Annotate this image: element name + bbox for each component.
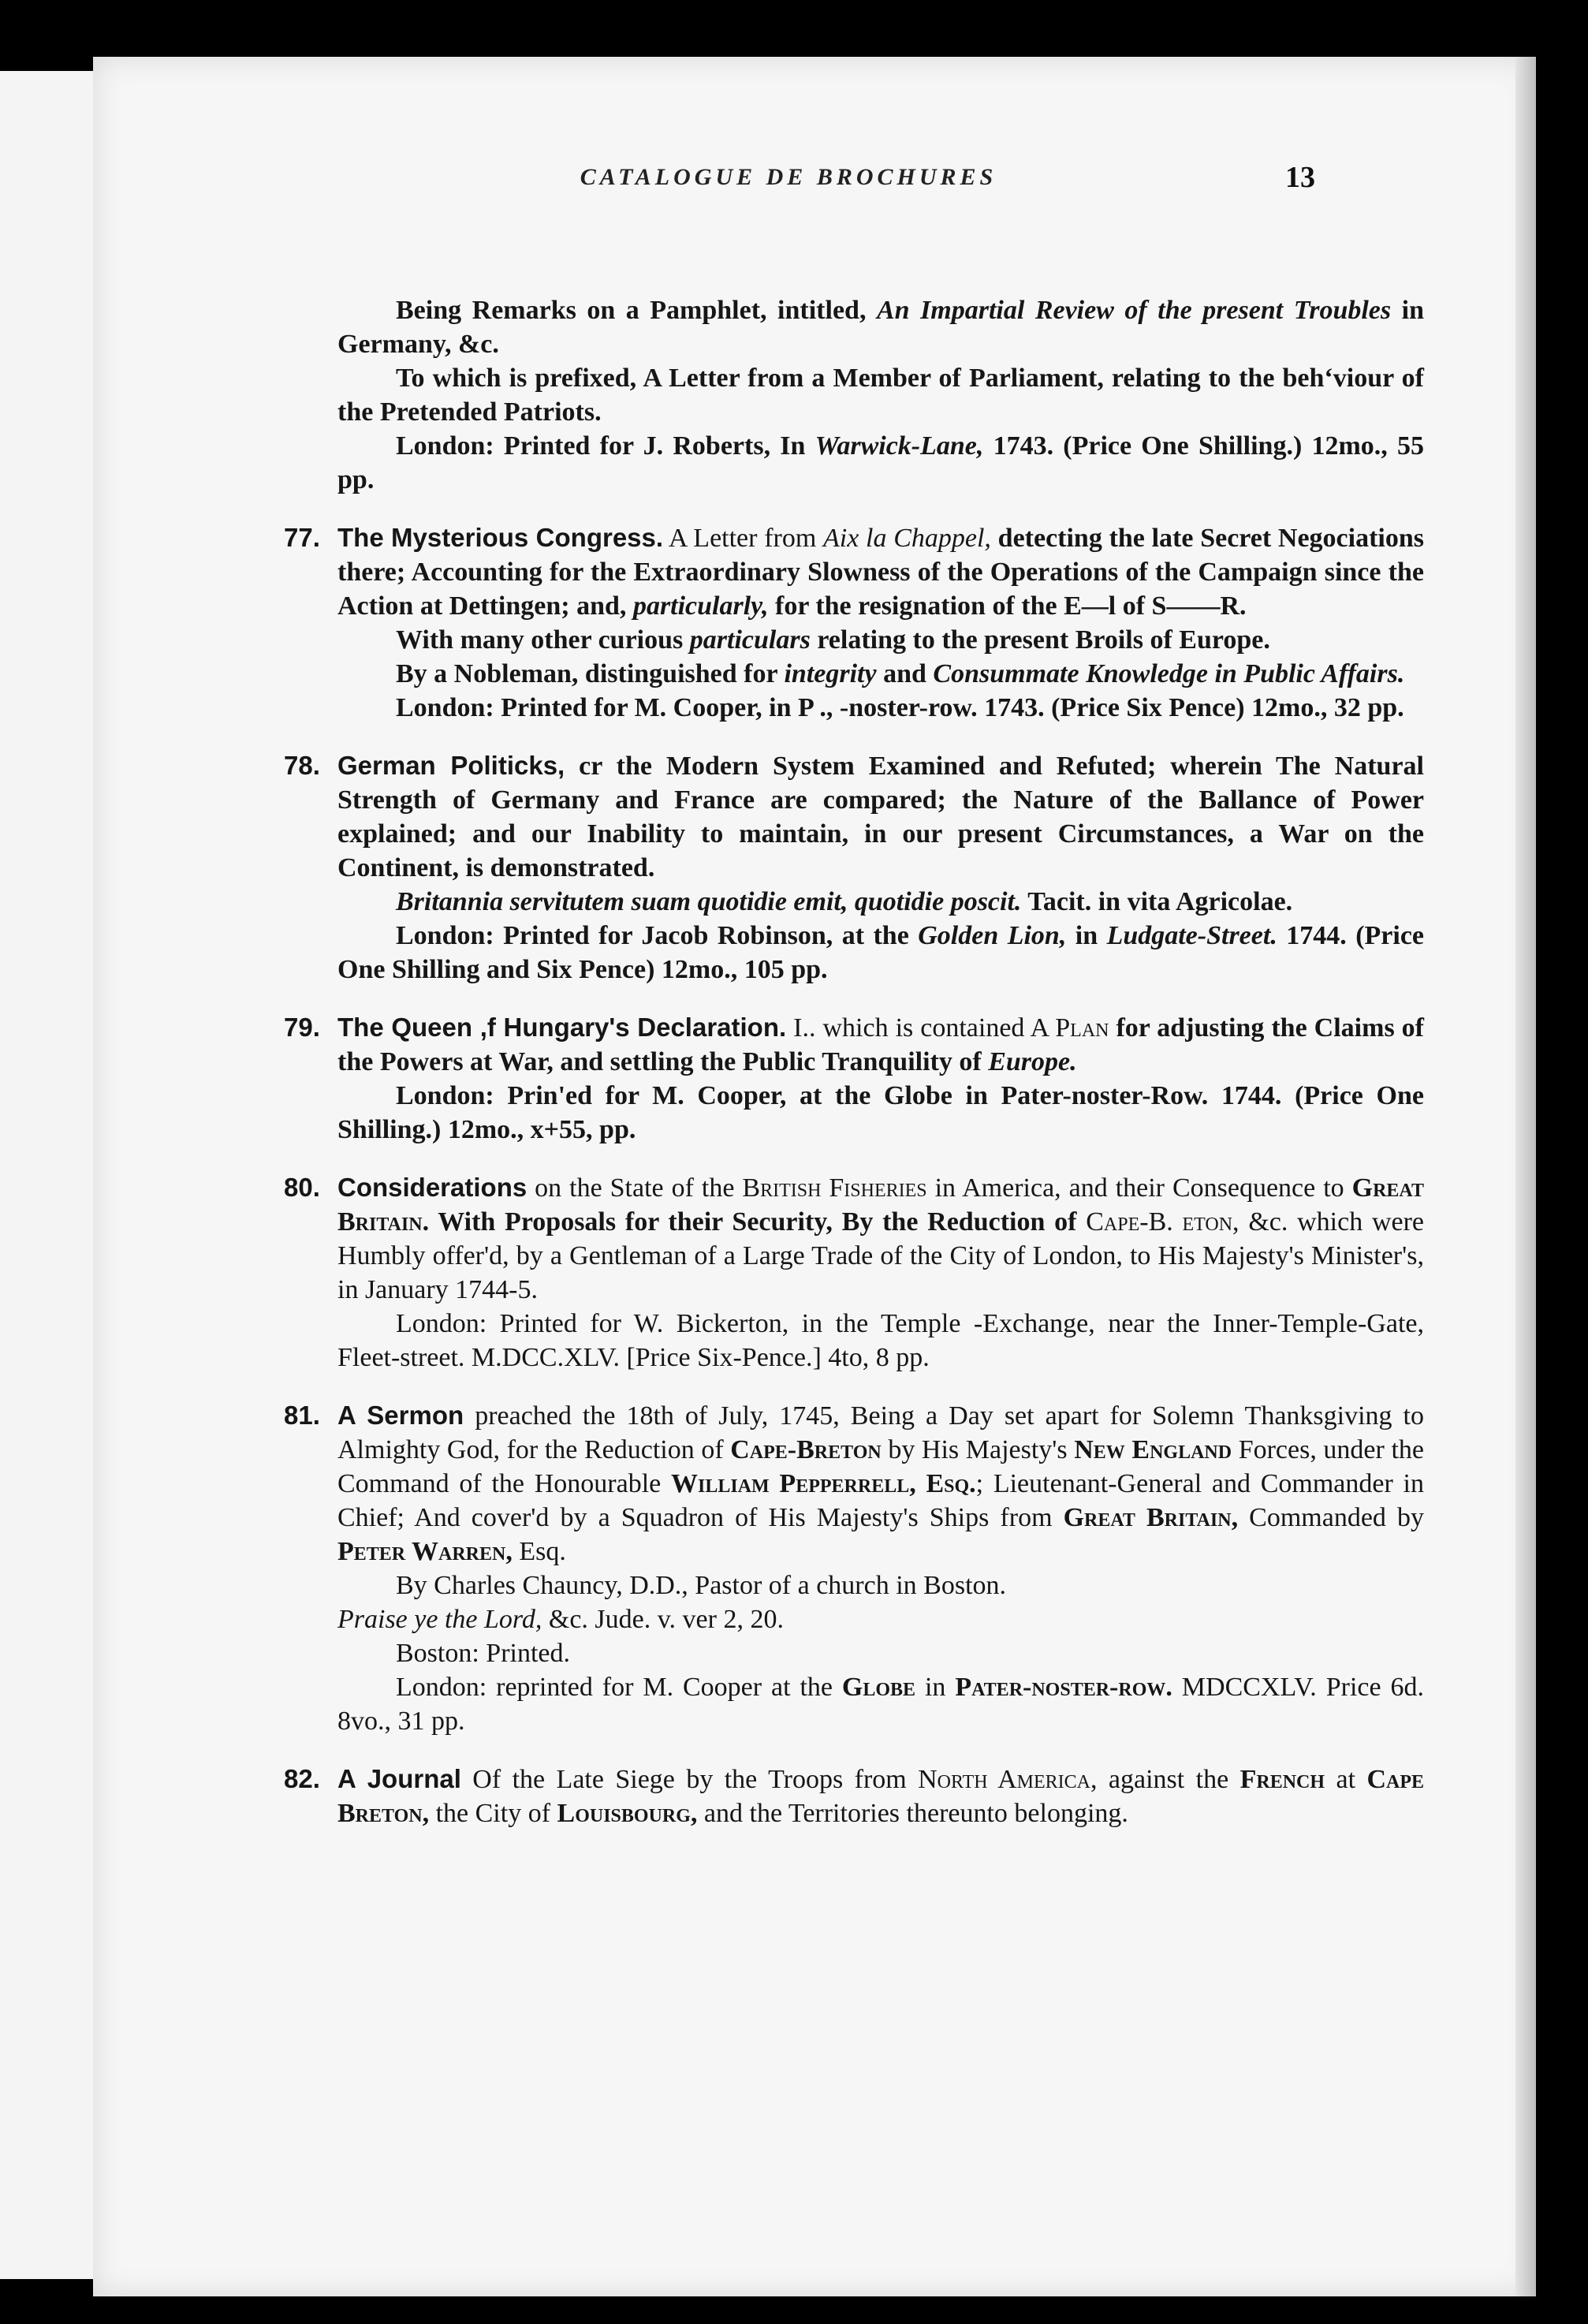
- entry-author: By a Nobleman, distinguished for integrity and Consummate Knowledge in Public Affairs.: [396, 659, 1405, 688]
- running-title: CATALOGUE DE BROCHURES: [580, 164, 997, 190]
- imprint-line: London: Printed for M. Cooper, in P ., -noster-row. 1743. (Price Six Pence) 12mo., 32 pp.: [396, 693, 1404, 722]
- entry-title: A Journal: [337, 1764, 461, 1793]
- imprint-line: London: Printed for Jacob Robinson, at the Golden Lion, in Ludgate-Street. 1744. (Price One Shilling and Six Pence) 12mo., 105 pp.: [337, 921, 1425, 984]
- entry-number: 78.: [284, 751, 320, 780]
- imprint-line: London: reprinted for M. Cooper at the Globe in Pater-noster-row. MDCCXLV. Price 6d. 8vo., 31 pp.: [337, 1673, 1425, 1736]
- entry-description: The Queen ,f Hungary's Declaration. I.. which is contained A Plan for adjusting the Claims of the Powers at War, and settling the Public Tranquility of Europe.: [337, 1013, 1424, 1076]
- entry-description: Considerations on the State of the British Fisheries in America, and their Consequence to Great Britain. With Proposals for their Security, By the Reduction of Cape-B. eton, &c. which were Humbly offer'd, by a Gentleman of a Large Trade of the City of London, to His Majesty's Minister's, in January 1744-5.: [337, 1173, 1425, 1304]
- facing-page-edge: [0, 71, 98, 2279]
- catalogue-entry: [237, 1762, 1424, 1830]
- continuation-line: To which is prefixed, A Letter from a Member of Parliament, relating to the beh‘viour of the Pretended Patriots.: [337, 364, 1424, 427]
- continuation-line: Being Remarks on a Pamphlet, intitled, An Impartial Review of the present Troubles in Germany, &c.: [337, 296, 1425, 359]
- entry-title: German Politicks,: [337, 751, 565, 780]
- catalogue-entry: [237, 748, 1424, 987]
- entry-number: 80.: [284, 1173, 320, 1202]
- entry-quotation: Britannia servitutem suam quotidie emit, quotidie poscit. Tacit. in vita Agricolae.: [396, 887, 1293, 916]
- catalogue-entry: [237, 520, 1424, 725]
- entry-title: Considerations: [337, 1173, 527, 1202]
- page-content: [237, 293, 1424, 1830]
- entry-continuation: [237, 293, 1424, 497]
- imprint-line: London: Printed for W. Bickerton, in the Temple -Exchange, near the Inner-Temple-Gate, Fleet-street. M.DCC.XLV. [Price Six-Pence.] 4to, 8 pp.: [337, 1309, 1424, 1372]
- entry-quotation: Praise ye the Lord, &c. Jude. v. ver 2, 20.: [337, 1605, 784, 1634]
- page-edge-shadow: [1515, 57, 1536, 2296]
- entry-description: German Politicks, cr the Modern System Examined and Refuted; wherein The Natural Strength of Germany and France are compared; the Nature of the Ballance of Power explained; and our Inability to maintain, in our present Circumstances, a War on the Continent, is demonstrated.: [337, 751, 1424, 882]
- imprint-line: London: Prin'ed for M. Cooper, at the Globe in Pater-noster-Row. 1744. (Price One Shilling.) 12mo., x+55, pp.: [337, 1081, 1424, 1144]
- imprint-line: London: Printed for J. Roberts, In Warwick-Lane, 1743. (Price One Shilling.) 12mo., 55 pp.: [337, 431, 1424, 494]
- catalogue-entry: [237, 1398, 1424, 1738]
- entry-title: A Sermon: [337, 1401, 464, 1430]
- entry-description: A Sermon preached the 18th of July, 1745, Being a Day set apart for Solemn Thanksgiving to Almighty God, for the Reduction of Cape-Breton by His Majesty's New England Forces, under the Command of the Honourable William Pepperrell, Esq.; Lieutenant-General and Commander in Chief; And cover'd by a Squadron of His Majesty's Ships from Great Britain, Commanded by Peter Warren, Esq.: [337, 1401, 1425, 1566]
- entry-number: 82.: [284, 1764, 320, 1793]
- page-number: 13: [1285, 161, 1315, 194]
- entry-number: 77.: [284, 523, 320, 552]
- entry-description: The Mysterious Congress. A Letter from Aix la Chappel, detecting the late Secret Negociations there; Accounting for the Extraordinary Slowness of the Operations of the Campaign since the Action at Dettingen; and, particularly, for the resignation of the E—l of S——R.: [337, 523, 1424, 621]
- entry-author: By Charles Chauncy, D.D., Pastor of a church in Boston.: [396, 1571, 1007, 1600]
- entry-number: 81.: [284, 1401, 320, 1430]
- entry-number: 79.: [284, 1013, 320, 1042]
- entry-description: A Journal Of the Late Siege by the Troops from North America, against the French at Cape Breton, the City of Louisbourg, and the Territories thereunto belonging.: [337, 1764, 1424, 1828]
- entry-note: With many other curious particulars relating to the present Broils of Europe.: [396, 625, 1270, 655]
- imprint-line: Boston: Printed.: [396, 1639, 571, 1668]
- entry-title: The Queen ,f Hungary's Declaration.: [337, 1013, 787, 1042]
- catalogue-entry: [237, 1010, 1424, 1147]
- entry-title: The Mysterious Congress.: [337, 523, 664, 552]
- catalogue-entry: [237, 1170, 1424, 1375]
